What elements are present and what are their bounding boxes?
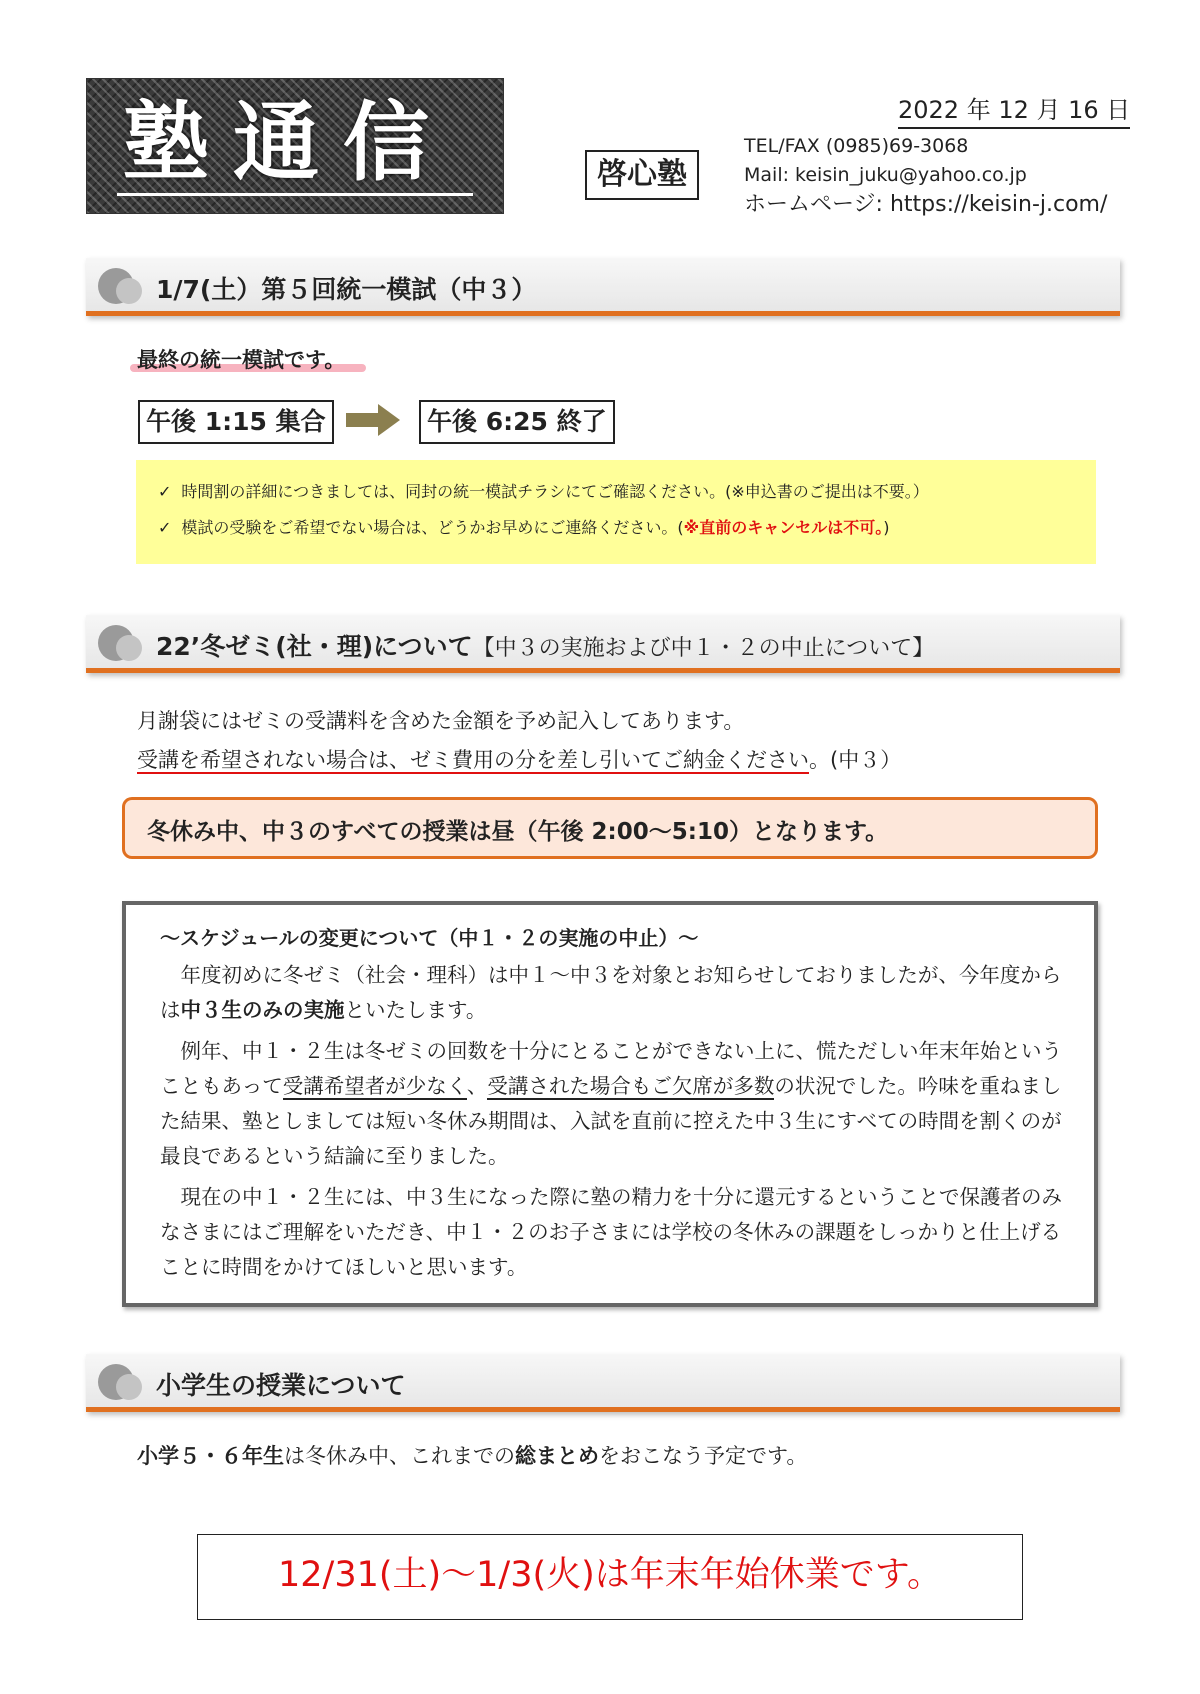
section-header-winter-seminar (86, 615, 1120, 673)
section-header-mock-exam (86, 258, 1120, 316)
issue-date: 2022 年 12 月 16 日 (898, 90, 1130, 129)
section-bullet-icon (116, 635, 142, 661)
masthead-rule (117, 193, 473, 196)
section-bullet-icon (116, 278, 142, 304)
holiday-notice: 12/31(土)〜1/3(火)は年末年始休業です。 (197, 1534, 1023, 1620)
homepage-url: ホームページ: https://keisin-j.com/ (744, 192, 1108, 217)
schedule-paragraph: 現在の中１・２生には、中３生になった際に塾の精力を十分に還元するということで保護者のみなさまにはご理解をいただき、中１・２のお子さまには学校の冬休みの課題をしっかりと仕上げることに時間をかけてほしいと思います。 (160, 1185, 1062, 1279)
schedule-paragraph: 年度初めに冬ゼミ（社会・理科）は中１〜中３を対象とお知らせしておりましたが、今年度からは中３生のみの実施といたします。 (160, 963, 1062, 1022)
end-time-box: 午後 6:25 終了 (419, 400, 615, 444)
check-icon: ✓ (158, 518, 172, 537)
arrow-right-icon (346, 413, 380, 427)
mock-exam-lead: 最終の統一模試です。 (137, 348, 346, 372)
cancel-warning: ※直前のキャンセルは不可。 (683, 518, 884, 537)
masthead-banner (86, 78, 504, 214)
note-item: ✓ 時間割の詳細につきましては、同封の統一模試チラシにてご確認ください。(※申込書のご提出は不要。） (158, 482, 929, 501)
start-time-box: 午後 1:15 集合 (138, 400, 334, 444)
contact-info (744, 132, 1107, 219)
schedule-change-box (122, 901, 1098, 1307)
seminar-deduction-note: 受講を希望されない場合は、ゼミ費用の分を差し引いてご納金ください。(中３） (137, 748, 902, 772)
juku-name-stamp: 啓心塾 (585, 150, 699, 200)
schedule-paragraph: 例年、中１・２生は冬ゼミの回数を十分にとることができない上に、慌ただしい年末年始ということもあって受講希望者が少なく、受講された場合もご欠席が多数の状況でした。吟味を重ねました結果、塾としましては短い冬休み期間は、入試を直前に控えた中３生にすべての時間を割くのが最良であるという結論に至りました。 (160, 1039, 1062, 1168)
seminar-fee-note: 月謝袋にはゼミの受講料を含めた金額を予め記入してあります。 (137, 709, 745, 733)
mail-address: Mail: keisin_juku@yahoo.co.jp (744, 164, 1027, 186)
arrow-right-icon-head (378, 404, 400, 436)
tel-fax: TEL/FAX (0985)69-3068 (744, 135, 969, 157)
schedule-change-title: 〜スケジュールの変更について（中１・２の実施の中止）〜 (160, 926, 699, 950)
section-title: 22’冬ゼミ(社・理)について【中３の実施および中１・２の中止について】 (156, 632, 935, 661)
masthead-title: 塾通信 (123, 93, 453, 193)
section-title: 1/7(土）第５回統一模試（中３） (156, 275, 537, 304)
section-title: 小学生の授業について (156, 1371, 406, 1400)
section-bullet-icon (116, 1374, 142, 1400)
elementary-note: 小学５・６年生は冬休み中、これまでの総まとめをおこなう予定です。 (137, 1444, 808, 1468)
winter-schedule-highlight: 冬休み中、中３のすべての授業は昼（午後 2:00〜5:10）となります。 (122, 797, 1098, 859)
check-icon: ✓ (158, 482, 172, 501)
mock-exam-notes (136, 460, 1096, 564)
note-item: ✓ 模試の受験をご希望でない場合は、どうかお早めにご連絡ください。(※直前のキャンセルは不可。) (158, 518, 890, 537)
section-header-elementary (86, 1354, 1120, 1412)
